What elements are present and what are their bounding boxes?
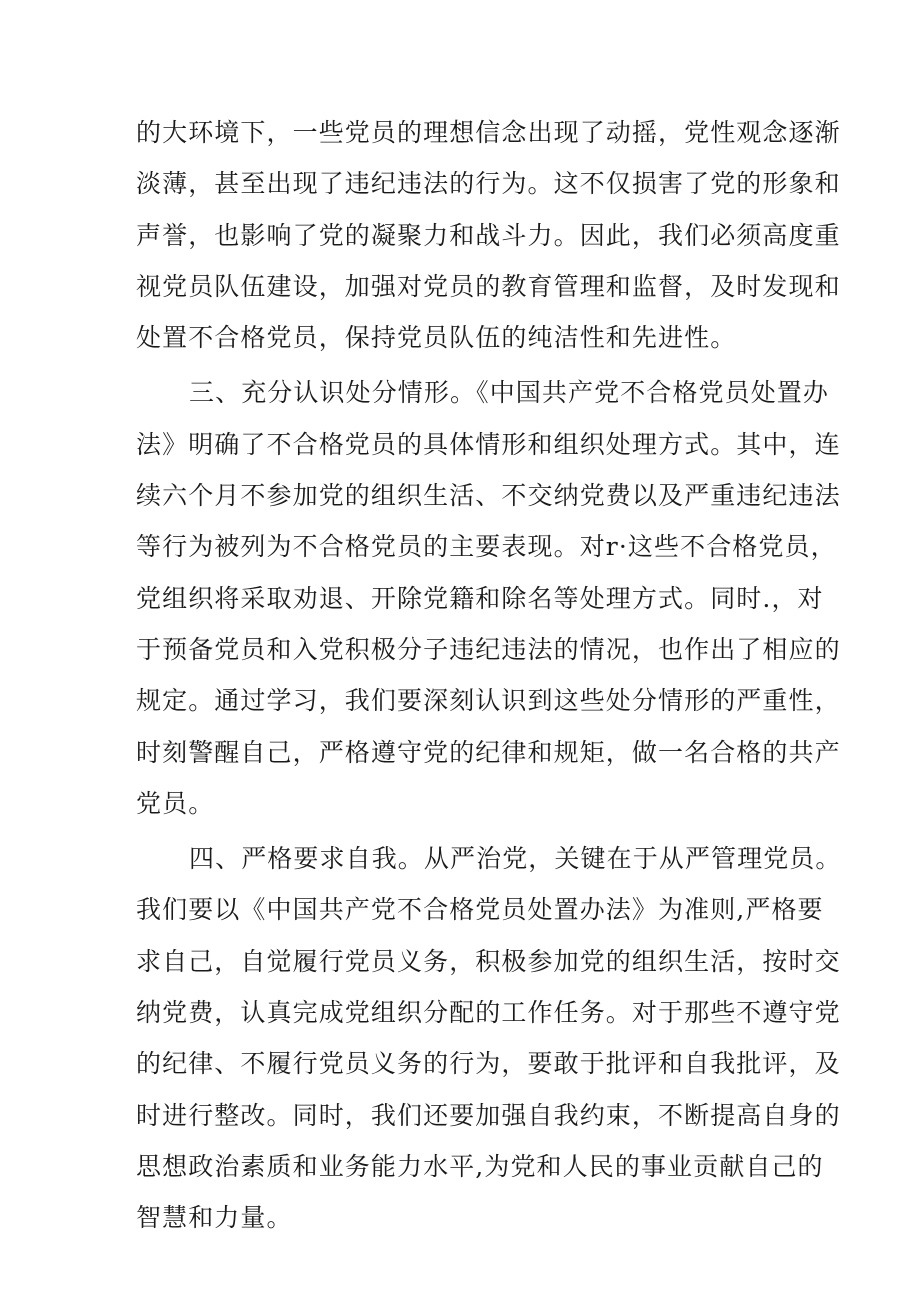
text-line: 淡薄，甚至出现了违纪违法的行为。这不仅损害了党的形象和 — [136, 169, 841, 199]
text-line: 声誉，也影响了党的凝聚力和战斗力。因此，我们必须高度重 — [136, 220, 841, 250]
text-line: 视党员队伍建设，加强对党员的教育管理和监督，及时发现和 — [136, 271, 841, 301]
text-line: 的纪律、不履行党员义务的行为，要敢于批评和自我批评，及 — [136, 1049, 841, 1079]
section-4-heading-line: 四、严格要求自我。从严治党，关键在于从严管理党员。 — [189, 844, 842, 874]
text-line: 续六个月不参加党的组织生活、不交纳党费以及严重违纪违法 — [136, 481, 841, 511]
text-line: 我们要以《中国共产党不合格党员处置办法》为准则,严格要 — [136, 895, 824, 925]
text-line: 纳党费，认真完成党组织分配的工作任务。对于那些不遵守党 — [136, 998, 841, 1028]
text-line: 规定。通过学习，我们要深刻认识到这些处分情形的严重性， — [136, 686, 841, 716]
text-line: 智慧和力量。 — [136, 1203, 293, 1233]
text-line: 求自己，自觉履行党员义务，积极参加党的组织生活，按时交 — [136, 946, 841, 976]
text-line: 的大环境下，一些党员的理想信念出现了动摇，党性观念逐渐 — [136, 118, 841, 147]
paragraph-section-3 — [136, 367, 841, 829]
paragraph-continued — [136, 107, 841, 363]
text-line: 等行为被列为不合格党员的主要表现。对r·这些不合格党员， — [136, 532, 837, 562]
section-3-heading-line: 三、充分认识处分情形。《中国共产党不合格党员处置办 — [189, 378, 830, 408]
text-line: 时进行整改。同时，我们还要加强自我约束，不断提高自身的 — [136, 1100, 841, 1130]
text-line: 党员。 — [136, 788, 215, 818]
text-line: 法》明确了不合格党员的具体情形和组织处理方式。其中，连 — [136, 429, 841, 459]
text-line: 思想政治素质和业务能力水平,为党和人民的事业贡献自己的 — [136, 1151, 824, 1181]
document-body — [136, 107, 842, 1244]
text-line: 党组织将采取劝退、开除党籍和除名等处理方式。同时.，对 — [136, 583, 824, 613]
paragraph-section-4 — [136, 833, 842, 1243]
text-line: 时刻警醒自己，严格遵守党的纪律和规矩，做一名合格的共产 — [136, 737, 841, 767]
text-line: 于预备党员和入党积极分子违纪违法的情况，也作出了相应的 — [136, 634, 841, 664]
text-line: 处置不合格党员，保持党员队伍的纯洁性和先进性。 — [136, 323, 737, 353]
